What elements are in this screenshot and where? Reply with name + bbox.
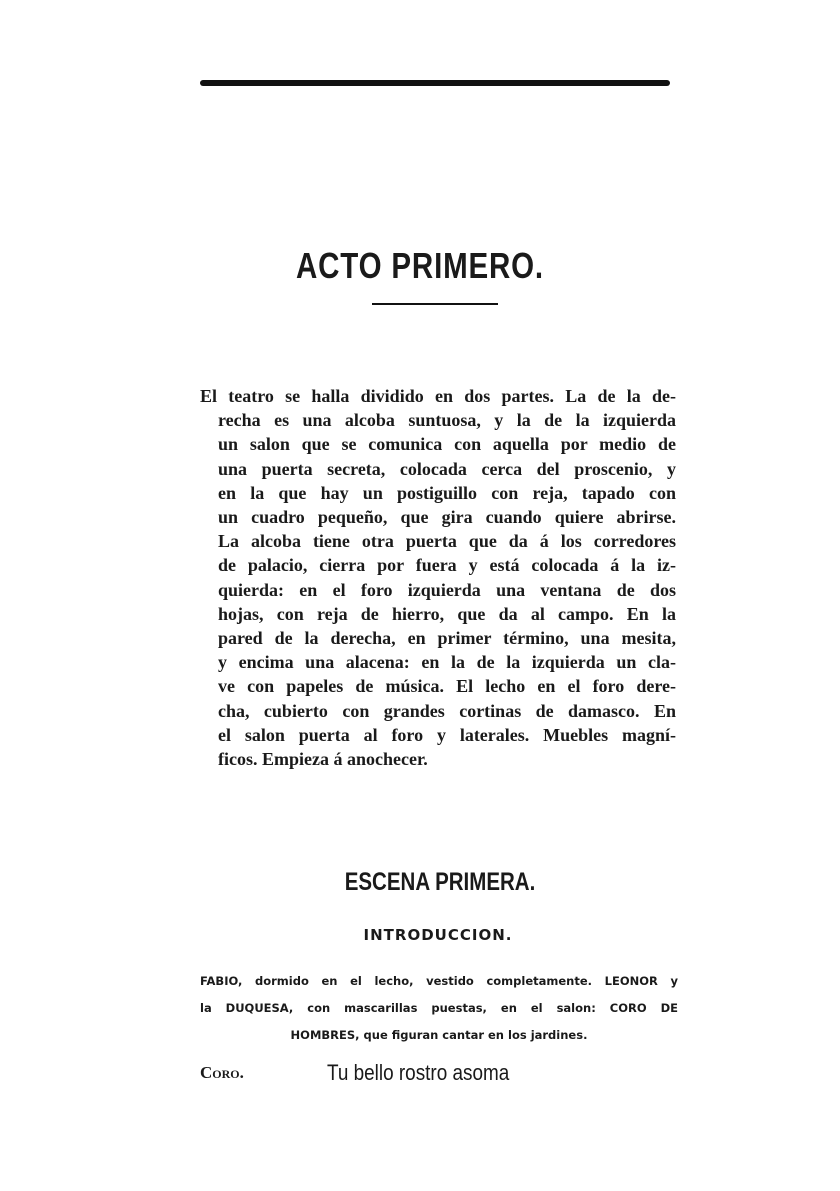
stage-direction-line: quierda: en el foro izquierda una ventana de dos — [218, 579, 676, 600]
stage-direction-line: pared de la derecha, en primer término, una mesita, — [218, 628, 676, 649]
stage-direction-line: hojas, con reja de hierro, que da al campo. En la — [218, 603, 676, 624]
speaker-name: Coro. — [200, 1063, 244, 1082]
top-ornamental-rule — [200, 80, 670, 86]
stage-direction-line: y encima una alacena: en la de la izquierda un cla- — [218, 652, 676, 673]
stage-direction-line: La alcoba tiene otra puerta que da á los corredores — [218, 531, 676, 552]
scene-subtitle: INTRODUCCION. — [363, 926, 513, 944]
stage-direction-line: ficos. Empieza á anochecer. — [218, 749, 428, 770]
stage-direction-line: un salon que se comunica con aquella por medio de — [218, 434, 676, 455]
act-title: ACTO PRIMERO. — [296, 245, 544, 286]
cast-note — [200, 968, 678, 1049]
stage-direction — [200, 384, 676, 771]
stage-direction-line: ve con papeles de música. El lecho en el foro dere- — [218, 676, 676, 697]
cast-note-line: FABIO, dormido en el lecho, vestido completamente. LEONOR y — [200, 974, 678, 988]
act-title-underline — [372, 303, 498, 305]
stage-direction-line: de palacio, cierra por fuera y está colocada á la iz- — [218, 555, 676, 576]
stage-direction-line: en la que hay un postiguillo con reja, tapado con — [218, 482, 676, 503]
stage-direction-line: cha, cubierto con grandes cortinas de damasco. En — [218, 700, 676, 721]
stage-direction-line: El teatro se halla dividido en dos partes. La de la de- — [200, 386, 676, 406]
verse-line: Tu bello rostro asoma — [327, 1060, 510, 1085]
scene-title: ESCENA PRIMERA. — [344, 868, 536, 896]
stage-direction-line: una puerta secreta, colocada cerca del proscenio, y — [218, 458, 676, 479]
stage-direction-line: recha es una alcoba suntuosa, y la de la izquierda — [218, 410, 676, 431]
stage-direction-line: el salon puerta al foro y laterales. Muebles magní- — [218, 724, 676, 745]
stage-direction-line: un cuadro pequeño, que gira cuando quiere abrirse. — [218, 507, 676, 528]
cast-note-line: la DUQUESA, con mascarillas puestas, en el salon: CORO DE — [200, 1001, 678, 1015]
cast-note-line: HOMBRES, que figuran cantar en los jardines. — [290, 1028, 588, 1042]
